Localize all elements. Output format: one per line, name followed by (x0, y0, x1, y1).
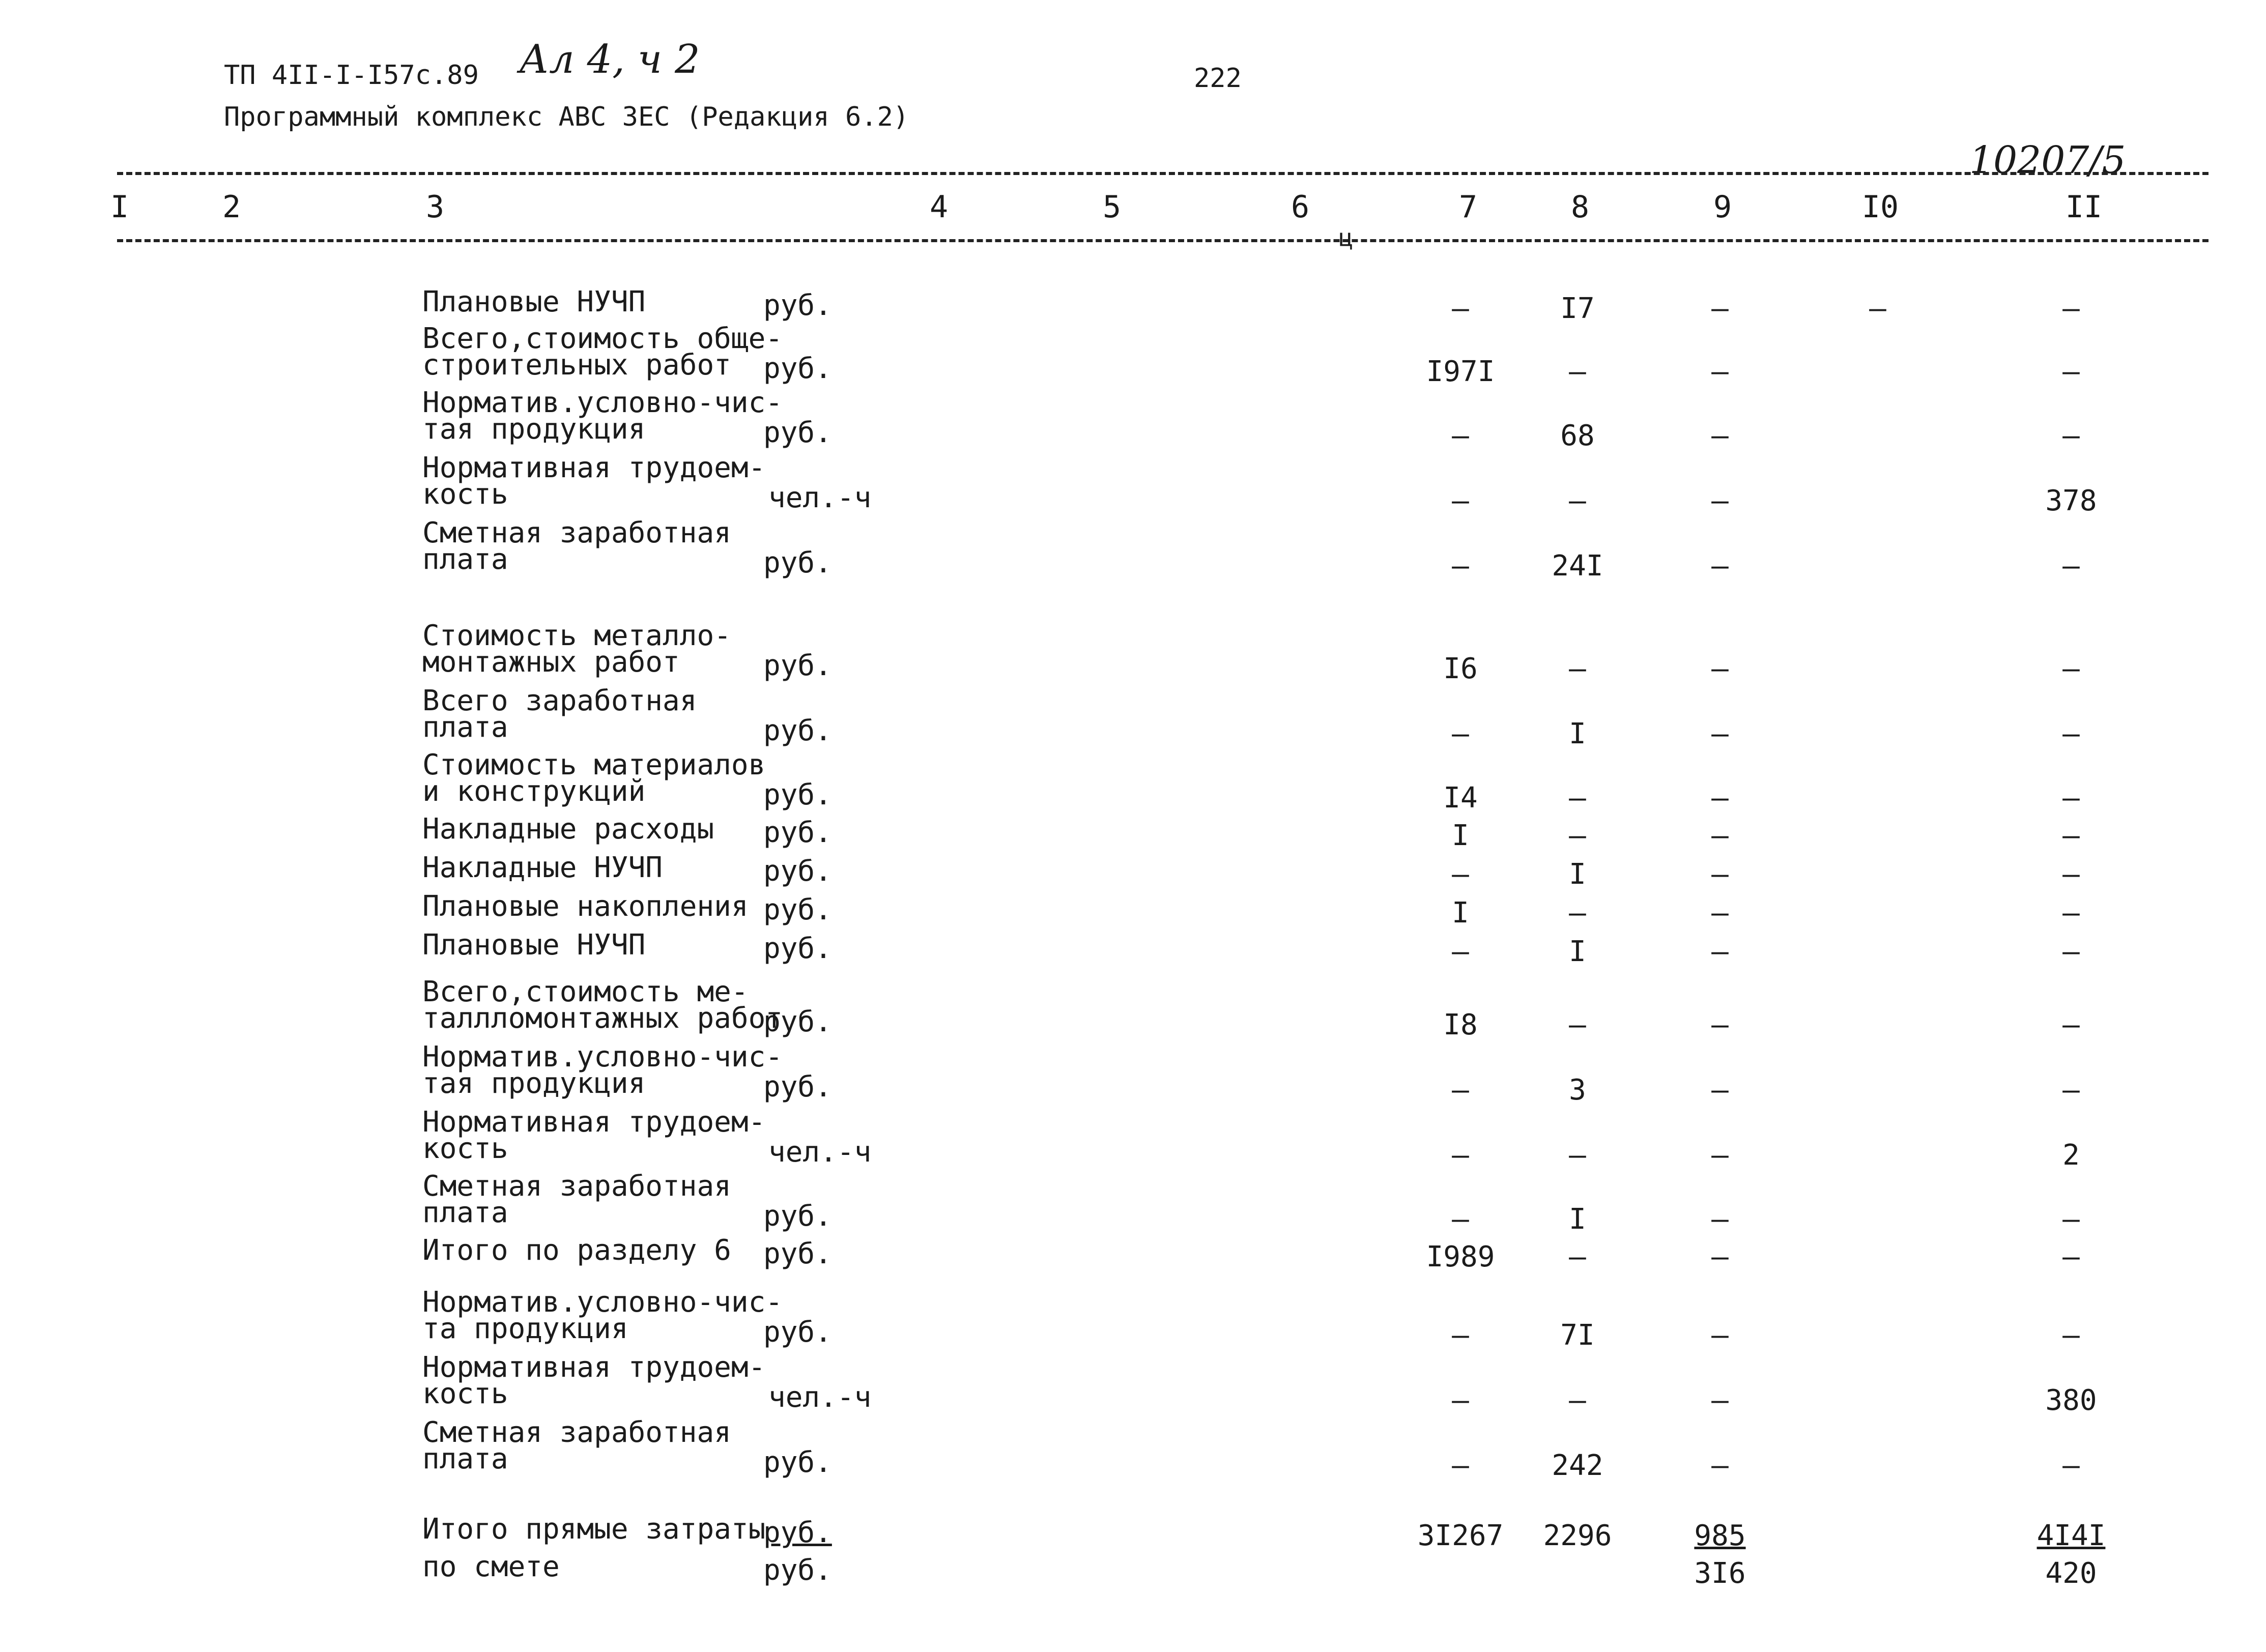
top-dashed-rule (117, 172, 2208, 175)
cell-column-11: – (2062, 1008, 2080, 1041)
cell-column-9: – (1711, 1384, 1729, 1417)
cell-column-9: – (1711, 781, 1729, 815)
cell-column-8: – (1569, 1139, 1586, 1172)
column-header-3: 3 (425, 189, 445, 225)
row-label: Плановые НУЧП (422, 285, 646, 318)
page-number: 222 (1194, 63, 1242, 94)
cell-column-9: – (1711, 652, 1729, 685)
cell-column-9: – (1711, 484, 1729, 517)
cell-column-11: – (2062, 896, 2080, 930)
cell-column-9: – (1711, 1319, 1729, 1352)
cell-column-8: I7 (1560, 292, 1595, 325)
cell-column-7: – (1452, 1319, 1469, 1352)
row-label: по смете (422, 1550, 560, 1583)
cell-column-8: 68 (1560, 419, 1595, 452)
column-header-2: 2 (222, 189, 241, 225)
row-label: Всего заработная (422, 684, 697, 717)
row-unit: руб. (763, 1446, 832, 1479)
cell-column-9: – (1711, 1240, 1729, 1273)
cell-column-9: 3I6 (1694, 1557, 1746, 1590)
row-label: Стоимость металло- (422, 619, 731, 652)
cell-column-9: – (1711, 1139, 1729, 1172)
cell-column-11: – (2062, 819, 2080, 852)
row-label: Норматив.условно-чис- (422, 1286, 783, 1319)
cell-column-9: – (1711, 858, 1729, 891)
cell-column-11: – (2062, 717, 2080, 750)
cell-column-7: I (1452, 819, 1469, 852)
row-label: монтажных работ (422, 646, 680, 679)
row-label: Итого по разделу 6 (422, 1234, 731, 1267)
cell-column-11: – (2062, 1203, 2080, 1236)
cell-column-7: – (1452, 549, 1469, 583)
row-unit: чел.-ч (768, 1381, 872, 1414)
cell-column-9: – (1711, 292, 1729, 325)
cell-column-7: I6 (1443, 652, 1478, 685)
cell-column-9: – (1711, 419, 1729, 452)
cell-column-9: – (1711, 1074, 1729, 1107)
row-label: плата (422, 1442, 508, 1475)
cell-column-9: – (1711, 1203, 1729, 1236)
row-label: Норматив.условно-чис- (422, 1040, 783, 1074)
cell-column-7: – (1452, 1074, 1469, 1107)
cell-column-11: – (2062, 292, 2080, 325)
cell-column-11: 420 (2045, 1557, 2097, 1590)
row-label: строительных работ (422, 349, 731, 382)
row-unit: руб. (763, 1005, 832, 1038)
cell-column-8: – (1569, 652, 1586, 685)
row-label: плата (422, 1196, 508, 1229)
column-header-10: I0 (1861, 189, 1899, 225)
row-label: плата (422, 543, 508, 576)
row-unit: руб. (763, 352, 832, 385)
cell-column-8: 242 (1552, 1449, 1603, 1482)
row-unit: руб. (763, 714, 832, 747)
row-label: Плановые накопления (422, 890, 749, 923)
row-unit: руб. (763, 932, 832, 965)
cell-column-7: 3I267 (1417, 1519, 1504, 1552)
cell-column-11: – (2062, 1240, 2080, 1273)
cell-column-7: I989 (1426, 1240, 1495, 1273)
row-label: Всего,стоимость ме- (422, 975, 749, 1008)
cell-column-7: – (1452, 292, 1469, 325)
row-label: Стоимость материалов (422, 748, 766, 781)
row-unit: руб. (763, 1516, 832, 1549)
row-label: кость (422, 478, 508, 511)
cell-column-11: 4I4I (2036, 1519, 2106, 1552)
row-unit: руб. (763, 893, 832, 926)
cell-column-9: 985 (1694, 1519, 1746, 1552)
row-unit: руб. (763, 649, 832, 682)
row-unit: руб. (763, 816, 832, 849)
cell-column-7: – (1452, 1139, 1469, 1172)
cell-column-8: 7I (1560, 1319, 1595, 1352)
row-label: и конструкций (422, 775, 646, 808)
row-unit: руб. (763, 416, 832, 449)
row-label: таллломонтажных работ (422, 1002, 783, 1035)
row-label: Нормативная трудоем- (422, 451, 766, 484)
column-header-11: II (2065, 189, 2103, 225)
row-label: плата (422, 711, 508, 744)
cell-column-8: – (1569, 1240, 1586, 1273)
cell-column-8: I (1569, 935, 1586, 968)
cell-column-9: – (1711, 935, 1729, 968)
cell-column-11: 2 (2062, 1139, 2080, 1172)
cell-column-11: – (2062, 549, 2080, 583)
cell-column-7: – (1452, 1203, 1469, 1236)
row-unit: чел.-ч (768, 1136, 872, 1169)
column-header-1: I (110, 189, 129, 225)
row-unit: чел.-ч (768, 481, 872, 514)
row-label: тая продукция (422, 1067, 646, 1100)
cell-column-8: I (1569, 1203, 1586, 1236)
row-label: Плановые НУЧП (422, 929, 646, 962)
row-label: тая продукция (422, 413, 646, 446)
cell-column-7: – (1452, 717, 1469, 750)
cell-column-11: – (2062, 935, 2080, 968)
row-label: Сметная заработная (422, 1170, 731, 1203)
cell-column-8: 2296 (1543, 1519, 1612, 1552)
program-title: Программный комплекс АВС ЗЕС (Редакция 6.2) (224, 102, 909, 132)
row-label: Накладные НУЧП (422, 851, 663, 884)
cell-column-9: – (1711, 896, 1729, 930)
row-unit: руб. (763, 546, 832, 579)
cell-column-7: I (1452, 896, 1469, 930)
row-unit: руб. (763, 855, 832, 888)
cell-column-9: – (1711, 1449, 1729, 1482)
cell-column-7: – (1452, 484, 1469, 517)
cell-column-8: I (1569, 858, 1586, 891)
column-header-4: 4 (929, 189, 949, 225)
row-label: Норматив.условно-чис- (422, 386, 783, 419)
cell-column-7: – (1452, 935, 1469, 968)
cell-column-8: – (1569, 819, 1586, 852)
column-mark: ц (1338, 224, 1354, 252)
column-header-7: 7 (1458, 189, 1478, 225)
row-label: кость (422, 1132, 508, 1165)
cell-column-11: – (2062, 858, 2080, 891)
column-header-8: 8 (1570, 189, 1590, 225)
cell-column-8: – (1569, 484, 1586, 517)
cell-column-8: – (1569, 896, 1586, 930)
cell-column-7: – (1452, 1384, 1469, 1417)
cell-column-8: – (1569, 781, 1586, 815)
cell-column-9: – (1711, 549, 1729, 583)
cell-column-11: – (2062, 652, 2080, 685)
row-label: та продукция (422, 1312, 628, 1345)
column-header-6: 6 (1290, 189, 1310, 225)
row-unit: руб. (763, 1316, 832, 1349)
column-header-5: 5 (1102, 189, 1122, 225)
row-unit: руб. (763, 1237, 832, 1270)
row-unit: руб. (763, 1200, 832, 1233)
cell-column-11: 378 (2045, 484, 2097, 517)
cell-column-7: I8 (1443, 1008, 1478, 1041)
row-label: Сметная заработная (422, 1416, 731, 1449)
cell-column-7: I97I (1426, 355, 1495, 388)
document-code: ТП 4II-I-I57с.89 (224, 60, 479, 91)
row-unit: руб. (763, 1554, 832, 1587)
cell-column-11: – (2062, 355, 2080, 388)
cell-column-11: – (2062, 1319, 2080, 1352)
row-label: Сметная заработная (422, 516, 731, 549)
cell-column-11: – (2062, 1074, 2080, 1107)
cell-column-9: – (1711, 355, 1729, 388)
row-unit: руб. (763, 289, 832, 322)
row-label: Нормативная трудоем- (422, 1351, 766, 1384)
cell-column-8: 24I (1552, 549, 1603, 583)
cell-column-11: – (2062, 781, 2080, 815)
column-header-9: 9 (1713, 189, 1732, 225)
cell-column-8: I (1569, 717, 1586, 750)
document-number: 10207/5 (1969, 138, 2126, 182)
cell-column-7: – (1452, 419, 1469, 452)
cell-column-11: 380 (2045, 1384, 2097, 1417)
cell-column-11: – (2062, 419, 2080, 452)
cell-column-9: – (1711, 717, 1729, 750)
cell-column-8: 3 (1569, 1074, 1586, 1107)
header-dashed-rule (117, 239, 2208, 242)
cell-column-7: – (1452, 1449, 1469, 1482)
cell-column-8: – (1569, 355, 1586, 388)
row-label: Нормативная трудоем- (422, 1106, 766, 1139)
row-label: кость (422, 1377, 508, 1410)
cell-column-11: – (2062, 1449, 2080, 1482)
handwritten-reference: Ал 4, ч 2 (519, 37, 700, 82)
row-unit: руб. (763, 1070, 832, 1104)
row-label: Всего,стоимость обще- (422, 322, 783, 355)
cell-column-9: – (1711, 1008, 1729, 1041)
cell-column-7: – (1452, 858, 1469, 891)
cell-column-10: – (1869, 292, 1886, 325)
cell-column-8: – (1569, 1384, 1586, 1417)
cell-column-8: – (1569, 1008, 1586, 1041)
row-unit: руб. (763, 778, 832, 811)
cell-column-7: I4 (1443, 781, 1478, 815)
row-label: Накладные расходы (422, 813, 714, 846)
row-label: Итого прямые затраты (422, 1513, 766, 1546)
cell-column-9: – (1711, 819, 1729, 852)
